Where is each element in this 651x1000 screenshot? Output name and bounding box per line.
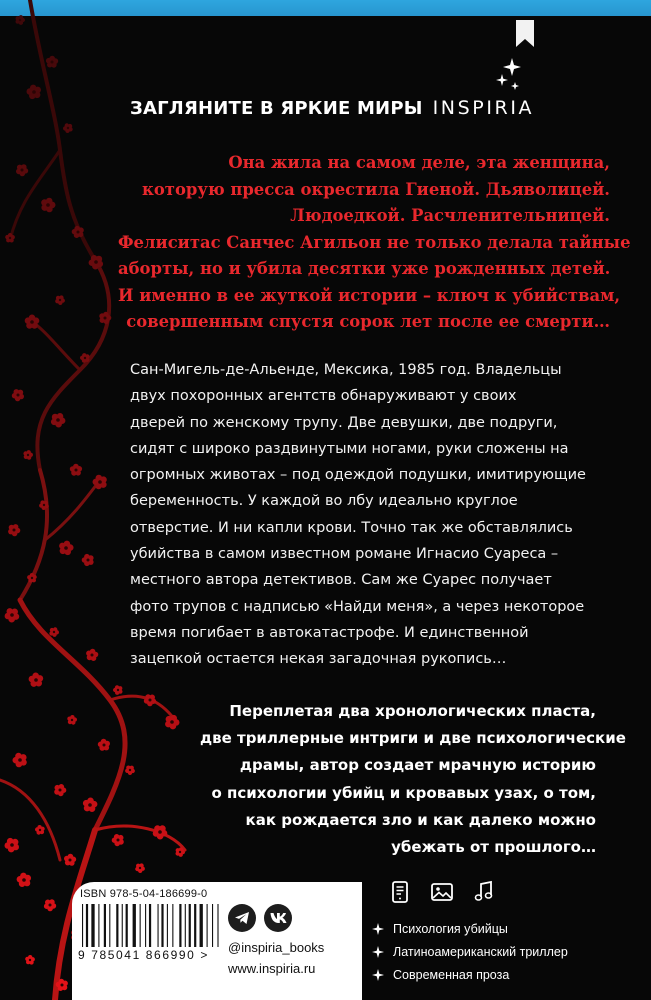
summary-line: огромных животах – под одеждой подушки, имитирующие	[130, 467, 586, 484]
headline-text: ЗАГЛЯНИТЕ В ЯРКИЕ МИРЫ	[130, 98, 423, 119]
barcode-digits: 9 785041 866990 >	[78, 947, 228, 962]
blossom-flower	[17, 873, 31, 887]
social-links	[228, 904, 292, 932]
closing-line: драмы, автор создает мрачную историю	[239, 756, 596, 775]
music-note-icon	[472, 880, 496, 904]
summary-line: дверей по женскому трупу. Две девушки, две подруги,	[130, 414, 558, 431]
blossom-flower	[80, 353, 90, 363]
blossom-flower	[82, 554, 94, 566]
sparkle-bullet-icon	[372, 923, 384, 935]
vk-glyph	[270, 912, 287, 924]
blossom-flower	[35, 825, 45, 835]
format-icons	[388, 880, 496, 904]
closing-line: о психологии убийц и кровавых узах, о том,	[211, 783, 596, 802]
blossom-flower	[144, 694, 156, 706]
blossom-flower	[25, 315, 40, 329]
summary-line: местного автора детективов. Сам же Суарес получает	[130, 572, 552, 589]
blossom-flower	[44, 899, 56, 911]
blossom-flower	[70, 464, 82, 476]
blossom-flower	[54, 784, 66, 796]
bookmark-icon	[515, 20, 535, 48]
summary-line: беременность. У каждой во лбу идеально круглое	[130, 493, 518, 510]
telegram-icon[interactable]	[228, 904, 256, 932]
sparkle-bullet-icon	[372, 946, 384, 958]
telegram-glyph	[234, 910, 250, 926]
genre-label: Латиноамериканский триллер	[393, 944, 568, 959]
closing-line: Переплетая два хронологических пласта,	[229, 702, 596, 720]
summary-line: время погибает в автокатастрофе. И единственной	[130, 624, 529, 641]
teaser-line: Людоедкой. Расчленительницей.	[290, 206, 610, 225]
genre-item	[372, 917, 632, 940]
sparkles-icon	[496, 58, 522, 92]
summary-line: фото трупов с надписью «Найди меня», а через некоторое	[130, 598, 585, 615]
blossom-flower	[12, 389, 24, 401]
teaser-line: аборты, но и убила десятки уже рожденных детей.	[118, 259, 611, 278]
summary-line: отверстие. И ни капли крови. Точно так же обставлялись	[130, 519, 573, 536]
sparkle-bullet-icon	[372, 969, 384, 981]
genre-label: Современная проза	[393, 967, 510, 982]
blossom-flower	[63, 123, 73, 133]
summary-paragraph	[130, 357, 596, 673]
blossom-flower	[125, 766, 135, 776]
blossom-flower	[23, 450, 33, 460]
blossom-flower	[165, 715, 179, 729]
teaser-line: Она жила на самом деле, эта женщина,	[228, 153, 610, 172]
blossom-flower	[83, 798, 98, 813]
summary-line: двух похоронных агентств обнаруживают у своих	[130, 388, 517, 405]
barcode-panel	[72, 882, 362, 1000]
barcode	[78, 902, 228, 980]
teaser-line: которую пресса окрестила Гиеной. Дьяволицей.	[142, 179, 610, 199]
summary-line: зацепкой остается некая загадочная рукопись…	[130, 651, 507, 668]
blossom-flower	[112, 834, 124, 846]
genre-item	[372, 963, 632, 986]
blossom-flower	[29, 673, 44, 687]
blossom-flower	[51, 413, 66, 428]
blossom-flower	[13, 753, 27, 768]
blossom-flower	[153, 825, 168, 839]
teaser-line: совершенным спустя сорок лет после ее смерти…	[126, 312, 610, 331]
blossom-flower	[41, 198, 55, 213]
blossom-flower	[55, 295, 65, 305]
closing-paragraph	[200, 698, 626, 861]
genre-label: Психология убийцы	[393, 921, 508, 936]
blossom-flower	[16, 164, 28, 176]
blossom-flower	[67, 715, 77, 725]
blossom-flower	[49, 627, 59, 637]
blossom-flower	[16, 15, 25, 25]
closing-line: убежать от прошлого…	[391, 838, 596, 857]
summary-line: убийства в самом известном романе Игнасио Суареса –	[130, 546, 559, 563]
blossom-flower	[59, 541, 73, 555]
blossom-flower	[98, 739, 110, 751]
blossom-flower	[86, 649, 98, 661]
blossom-flower	[25, 955, 35, 965]
blossom-flower	[5, 233, 15, 243]
social-handle[interactable]: @inspiria_books	[228, 940, 325, 955]
closing-line: как рождается зло и как далеко можно	[245, 810, 596, 829]
image-icon	[430, 880, 454, 904]
blossom-flower	[5, 838, 20, 852]
blossom-flower	[135, 863, 145, 873]
blossom-flower	[46, 56, 58, 68]
blossom-flower	[27, 85, 42, 100]
blossom-flower	[8, 524, 20, 536]
closing-line: две триллерные интриги и две психологические	[200, 729, 626, 748]
ebook-icon	[388, 880, 412, 904]
blossom-flower	[5, 608, 20, 622]
summary-line: сидят с широко раздвинутыми ногами, руки сложены на	[130, 440, 569, 457]
publisher-brand: INSPIRIA	[432, 97, 535, 119]
teaser-line: И именно в ее жуткой истории – ключ к убийствам,	[118, 285, 621, 305]
isbn-label: ISBN 978-5-04-186699-0	[80, 888, 208, 900]
blossom-flower	[72, 226, 84, 238]
genre-list	[372, 917, 632, 986]
summary-line: Сан-Мигель-де-Альенде, Мексика, 1985 год. Владельцы	[130, 362, 562, 378]
teaser-line: Фелиситас Санчес Агильон не только делала тайные	[118, 232, 631, 252]
blossom-flower	[113, 685, 123, 695]
blossom-flower	[64, 854, 76, 866]
vk-icon[interactable]	[264, 904, 292, 932]
teaser-paragraph	[118, 150, 631, 336]
website-link[interactable]: www.inspiria.ru	[228, 961, 316, 976]
genre-item	[372, 940, 632, 963]
publisher-headline	[130, 97, 550, 127]
